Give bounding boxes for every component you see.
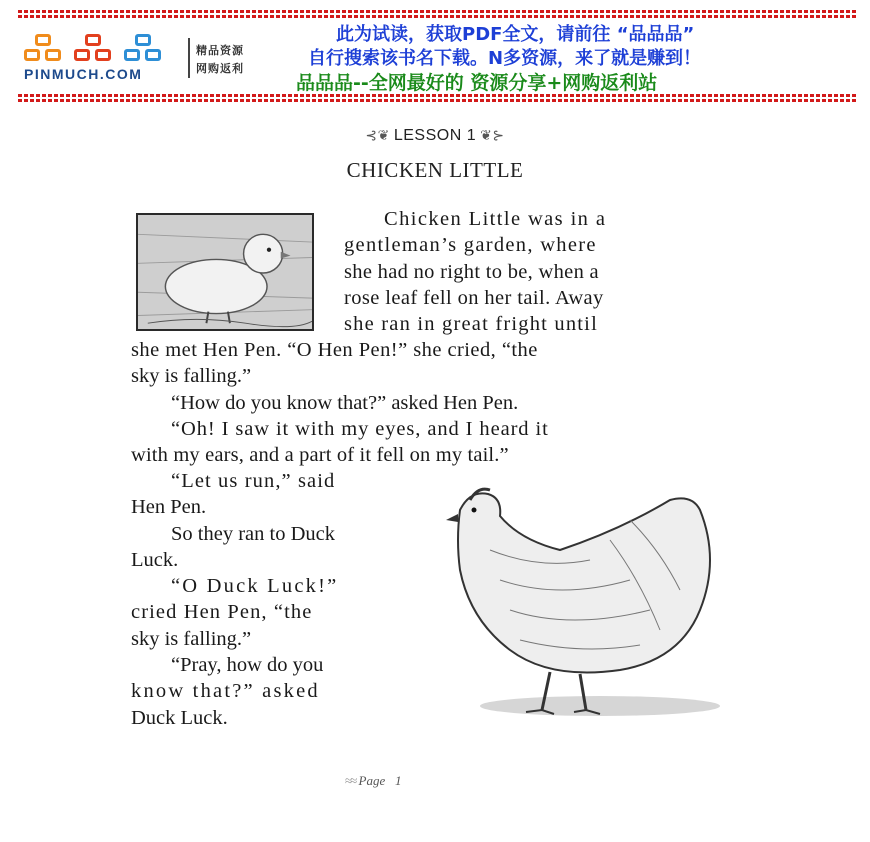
banner-line-3: 品品品--全网最好的 资源分享+网购返利站 <box>296 72 658 94</box>
banner-bottom-border <box>18 94 856 102</box>
banner-top-border <box>18 10 856 18</box>
text-line: “How do you know that?” asked Hen Pen. <box>171 391 519 414</box>
text-line: she ran in great fright until <box>344 313 598 336</box>
ornament-left-icon: ⊰❦ <box>365 127 390 143</box>
text-line: she met Hen Pen. “O Hen Pen!” she cried, “the <box>131 339 538 361</box>
banner-line-2: 自行搜索该书名下载。N多资源，来了就是赚到！ <box>308 48 702 69</box>
logo-subtitle-1: 精品资源 <box>196 44 244 57</box>
text-line: So they ran to Duck <box>171 522 335 545</box>
page-marker-icon: ≈≈ <box>345 773 356 788</box>
pinmuch-logo[interactable] <box>20 34 190 84</box>
text-line: cried Hen Pen, “the <box>131 601 313 624</box>
intro-text <box>344 206 734 337</box>
text-line: sky is falling.” <box>131 627 252 650</box>
left-column-text <box>131 468 421 731</box>
text-line: “Oh! I saw it with my eyes, and I heard it <box>171 417 549 440</box>
chick-illustration <box>136 213 314 331</box>
banner-line-1: 此为试读，获取PDF全文，请前往 “品品品” <box>336 24 695 45</box>
text-line: rose leaf fell on her tail. Away <box>344 286 604 309</box>
lesson-label-text: LESSON 1 <box>393 127 477 144</box>
text-line: Hen Pen. <box>131 496 207 519</box>
text-line: Chicken Little was in a <box>384 208 607 230</box>
hen-illustration <box>430 480 730 730</box>
ornament-right-icon: ❦⊱ <box>480 127 505 143</box>
text-line: she had no right to be, when a <box>344 260 599 283</box>
logo-mark-icon <box>24 34 166 64</box>
text-line: “O Duck Luck!” <box>171 575 339 598</box>
text-line: know that?” asked <box>131 680 320 703</box>
logo-divider <box>188 38 190 78</box>
logo-url: PINMUCH.COM <box>24 66 143 82</box>
text-line: with my ears, and a part of it fell on my tail.” <box>131 444 509 467</box>
text-line: Luck. <box>131 548 179 571</box>
text-line: “Pray, how do you <box>171 654 324 677</box>
promo-banner <box>0 0 870 104</box>
text-line: sky is falling.” <box>131 365 252 388</box>
lesson-label <box>0 127 870 145</box>
logo-subtitle-2: 网购返利 <box>196 62 244 75</box>
text-line: gentleman’s garden, where <box>344 234 597 257</box>
page-number <box>345 773 402 789</box>
full-width-text <box>131 337 731 468</box>
text-line: “Let us run,” said <box>171 470 336 492</box>
text-line: Duck Luck. <box>131 706 228 729</box>
lesson-title: CHICKEN LITTLE <box>346 158 524 182</box>
page-number-text: Page 1 <box>358 773 402 788</box>
